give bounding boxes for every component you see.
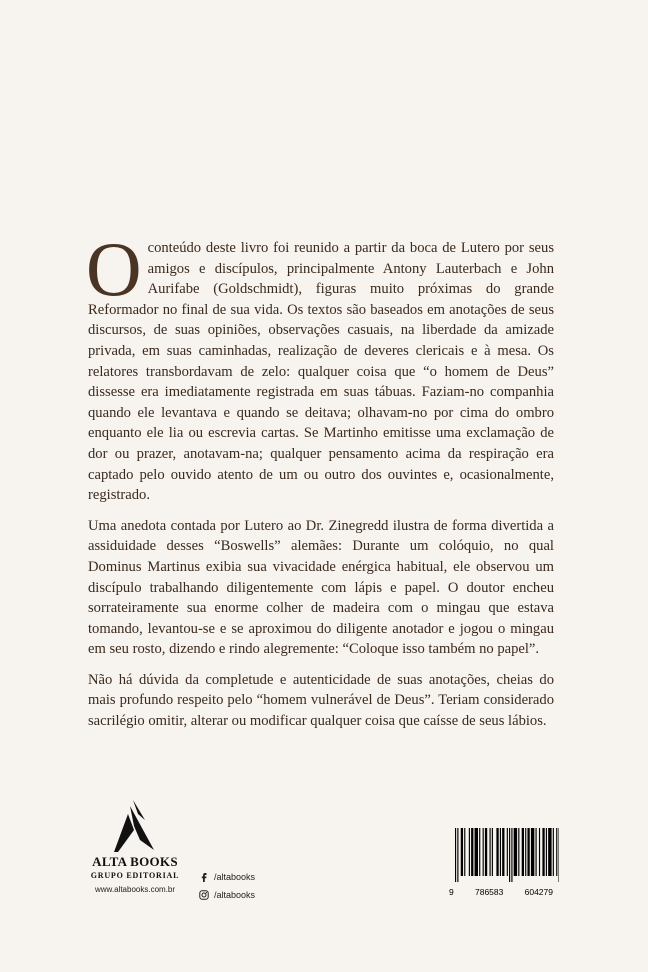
barcode-bar (464, 828, 465, 876)
barcode-bar (556, 828, 557, 876)
barcode-digits (449, 887, 559, 897)
barcode-bar (531, 828, 534, 876)
barcode-bar (479, 828, 480, 876)
barcode-bar (455, 828, 456, 882)
barcode-bar (514, 828, 517, 876)
publisher-website[interactable]: www.altabooks.com.br (94, 885, 176, 894)
barcode-digits-last: 604279 (524, 887, 553, 897)
isbn-barcode (449, 828, 559, 897)
instagram-handle: /altabooks (214, 890, 256, 900)
barcode-bar (525, 828, 526, 876)
barcode-bar (457, 828, 458, 882)
barcode-bar (559, 828, 560, 882)
social-links (199, 868, 255, 904)
barcode-bar (483, 828, 484, 876)
barcode-bar (496, 828, 498, 876)
barcode-bar (518, 828, 519, 876)
barcode-bars (449, 828, 559, 882)
barcode-bar (553, 828, 554, 876)
barcode-bar (509, 828, 510, 882)
paragraph-3: Não há dúvida da completude e autenticidade de suas anotações, cheias do mais profundo respeito pelo “homem vulnerável de Deus”. Teriam considerado sacrilégio omitir, alterar ou modificar qualquer coisa que caísse de seus lábios. (88, 671, 554, 730)
paragraph-1 (86, 226, 554, 506)
publisher-subtitle: GRUPO EDITORIAL (90, 871, 180, 880)
barcode-bar (469, 828, 470, 876)
barcode-bar (485, 828, 487, 876)
barcode-bar (500, 828, 501, 876)
barcode-bar (502, 828, 504, 876)
facebook-handle: /altabooks (214, 872, 256, 882)
barcode-bar (461, 828, 463, 876)
barcode-bar (511, 828, 512, 882)
facebook-icon (199, 872, 209, 882)
publisher-logo (85, 800, 185, 894)
barcode-bar (546, 828, 547, 876)
drop-cap: O (86, 226, 142, 312)
barcode-bar (539, 828, 540, 876)
barcode-bar (475, 828, 478, 876)
barcode-bar (548, 828, 551, 876)
barcode-bar (507, 828, 508, 876)
back-cover-text (86, 226, 554, 742)
barcode-bar (527, 828, 529, 876)
instagram-icon (199, 890, 209, 900)
paragraph-1-text: conteúdo deste livro foi reunido a partir da boca de Lutero por seus amigos e discípulos, principalmente Antony Lauterbach e John Aurifabe (Goldschmidt), figuras muito próximas do grande Reformador no final de sua vida. Os textos são baseados em anotações de seus discursos, de suas opiniões, observações casuais, na liberdade da amizade privada, em suas caminhadas, realização de deveres clericais e à mesa. Os relatores transbordavam de zelo: qualquer coisa que “o homem de Deus” dissesse era imediatamente registrada em suas tábuas. Faziam-no companhia quando ele levantava e quando se deitava; olhavam-no por cima do ombro enquanto ele lia ou escrevia cartas. Se Martinho emitisse uma exclamação de dor ou prazer, anotavam-na; qualquer pensamento acima da respiração era captado pelo ouvido atento de um ou outro dos ouvintes e, ocasionalmente, registrado. (88, 240, 554, 504)
barcode-digits-mid: 786583 (474, 887, 504, 897)
facebook-link[interactable] (199, 868, 255, 886)
barcode-digit-first: 9 (449, 887, 454, 897)
barcode-bar (522, 828, 524, 876)
barcode-bar (542, 828, 544, 876)
barcode-bar (536, 828, 537, 876)
alta-books-mountain-icon (110, 800, 160, 852)
barcode-bar (492, 828, 493, 876)
barcode-bar (490, 828, 491, 876)
instagram-link[interactable] (199, 886, 255, 904)
publisher-name: ALTA BOOKS (92, 854, 178, 869)
barcode-bar (471, 828, 473, 876)
paragraph-2: Uma anedota contada por Lutero ao Dr. Zinegredd ilustra de forma divertida a assiduidade desses “Boswells” alemães: Durante um colóquio, no qual Dominus Martinus exibia sua vivacidade enérgica habitual, ele observou um discípulo trabalhando diligentemente com lápis e papel. O doutor encheu sorrateiramente sua enorme colher de madeira com o mingau que estava tomando, levantou-se e se aproximou do diligente anotador e jogou o mingau em seu rosto, dizendo e rindo alegremente: “Coloque isso também no papel”. (88, 517, 554, 658)
